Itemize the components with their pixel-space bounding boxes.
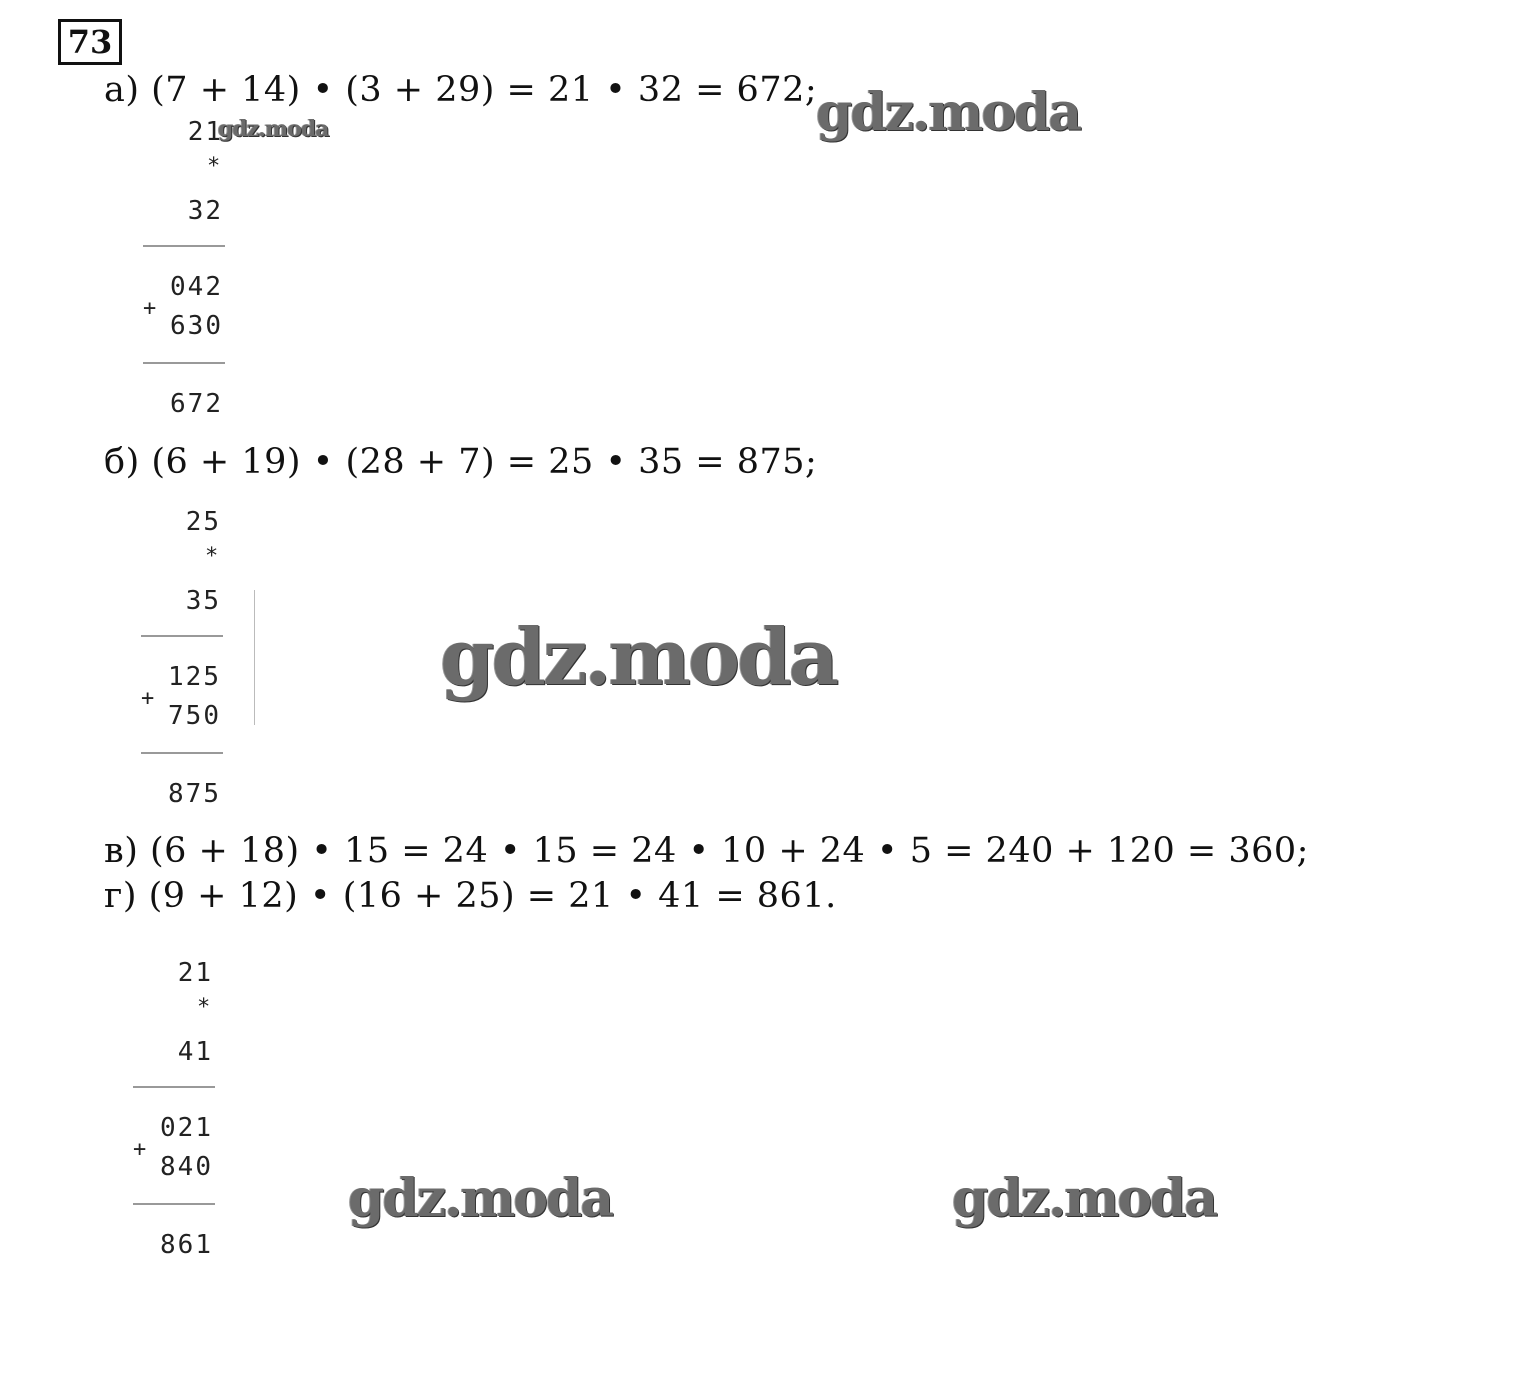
divider-line	[133, 1086, 215, 1088]
divider-line	[143, 362, 225, 364]
product: 672	[170, 389, 223, 419]
task-number: 73	[58, 19, 122, 65]
vertical-separator	[254, 590, 255, 725]
product: 875	[168, 779, 221, 809]
equation-a: а) (7 + 14) • (3 + 29) = 21 • 32 = 672;	[104, 70, 818, 110]
equation-v: в) (6 + 18) • 15 = 24 • 15 = 24 • 10 + 24 • 5 = 240 + 120 = 360;	[104, 831, 1309, 871]
divider-line	[141, 752, 223, 754]
watermark-top: gdz.moda	[816, 82, 1081, 143]
multiplicand: 25	[185, 507, 221, 537]
plus-sign: +	[141, 686, 155, 711]
multiply-sign: *	[205, 544, 219, 569]
multiplier: 32	[187, 196, 223, 226]
divider-line	[143, 245, 225, 247]
multiplier: 41	[177, 1037, 213, 1067]
watermark-bottom-right: gdz.moda	[952, 1168, 1217, 1229]
equation-b: б) (6 + 19) • (28 + 7) = 25 • 35 = 875;	[104, 442, 818, 482]
plus-sign: +	[133, 1137, 147, 1162]
plus-sign: +	[143, 296, 157, 321]
watermark-bottom-left: gdz.moda	[348, 1168, 613, 1229]
multiply-sign: *	[197, 995, 211, 1020]
partial-product-1: 042	[170, 272, 223, 302]
multiplicand: 21	[177, 958, 213, 988]
partial-product-2: 750	[168, 701, 221, 731]
divider-line	[133, 1203, 215, 1205]
partial-product-1: 021	[160, 1113, 213, 1143]
partial-product-2: 630	[170, 311, 223, 341]
partial-product-1: 125	[168, 662, 221, 692]
divider-line	[141, 635, 223, 637]
equation-g: г) (9 + 12) • (16 + 25) = 21 • 41 = 861.	[104, 876, 837, 916]
watermark-center: gdz.moda	[440, 612, 837, 703]
multiplicand: 21	[187, 117, 223, 147]
multiplier: 35	[185, 586, 221, 616]
partial-product-2: 840	[160, 1152, 213, 1182]
product: 861	[160, 1230, 213, 1260]
watermark-small: gdz.moda	[218, 116, 329, 142]
multiply-sign: *	[207, 154, 221, 179]
